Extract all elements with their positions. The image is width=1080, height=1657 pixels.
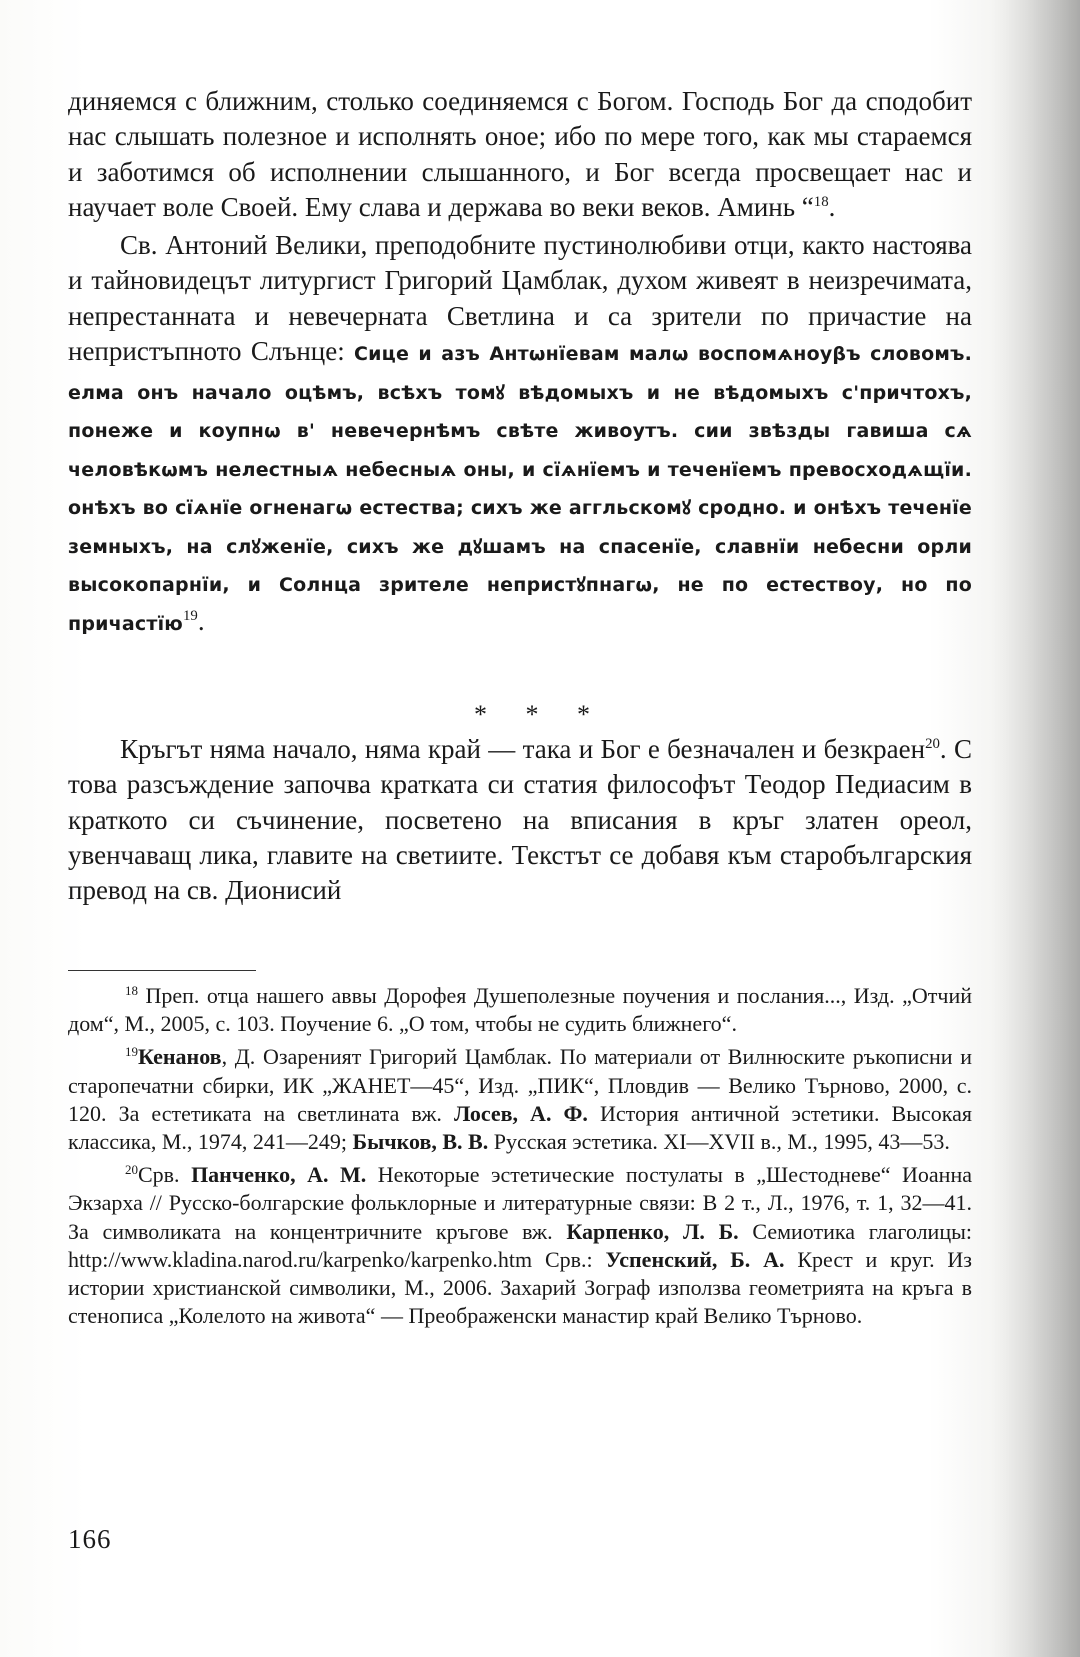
footnote-number: 20: [125, 1162, 138, 1178]
section-separator: * * *: [474, 700, 606, 729]
footnotes: [68, 982, 972, 1330]
paragraph-antony: Св. Антоний Велики, преподобните пустинолюбиви отци, както настоява и тайновидецът литургист Григорий Цамблак, духом живеят в неизречимата, непрестанната и невечерната Светлина и са зрители по причастие на непристъпното Слънце: Сице и азъ Антωнїевам малω воспомѧноуβъ словомъ. елма онъ начало оцѣмъ, всѣхъ томꙋ вѣдомыхъ и не вѣдомыхъ с'причтохъ, понеже и коупнω в' невечернѣмъ свѣте живоутъ. сии звѣзды гавиша сѧ человѣкωмъ нелестныѧ небесныѧ оны, и сїѧнїемъ и теченїемъ превосходѧщїи. онѣхъ во сїѧнїе огненагω естества; сихъ же аггльскомꙋ сродно. и онѣхъ теченїе земныхъ, на слꙋженїе, сихъ же дꙋшамъ на спасенїе, славнїи небесни орли высокопарнїи, и Солнца зрителе непристꙋпнагω, не по естествоу, но по причастїю$^{19}$.: [68, 230, 973, 636]
footnote-separator-rule: [68, 970, 256, 971]
footnote-18: $^{18}$ Преп. отца нашего аввы Дорофея Душеполезные поучения и послания..., Изд. „Отчий дом“, М., 2005, с. 103. Поучение 6. „О том, чтобы не судить ближнего“.: [68, 983, 972, 1037]
footnote-ref-18[interactable]: 18: [813, 193, 829, 210]
author-name: Бычков, В. В.: [352, 1129, 489, 1155]
footnote-number: 19: [125, 1044, 138, 1060]
author-name: Успенский, Б. А.: [605, 1246, 785, 1272]
main-text-lower: [68, 732, 972, 908]
author-name: Карпенко, Л. Б.: [566, 1218, 739, 1244]
footnote-ref-20[interactable]: 20: [925, 736, 940, 752]
author-name: Панченко, А. М.: [191, 1162, 367, 1188]
footnote-19: $^{19}$Кенанов, Д. Озареният Григорий Цамблак. По материали от Вилнюските ръкописни и старопечатни сбирки, ИК „ЖАНЕТ—45“, Изд. „ПИК“, Пловдив — Велико Търново, 2000, с. 120. За естетиката на светлината вж. Лосев, А. Ф. История античной эстетики. Высокая классика, М., 1974, 241—249; Бычков, В. В. Русская эстетика. XI—XVII в., М., 1995, 43—53.: [68, 1044, 972, 1155]
main-text-upper: [68, 84, 972, 642]
author-name: Лосев, А. Ф.: [453, 1100, 588, 1126]
footnote-number: 18: [125, 983, 138, 998]
footnote-20: $^{20}$Срв. Панченко, А. М. Некоторые эстетические постулаты в „Шестодневе“ Иоанна Экзарха // Русско-болгарские фольклорные и литературные связи: В 2 т., Л., 1976, т. 1, 32—41. За символиката на концентричните кръгове вж. Карпенко, Л. Б. Семиотика глаголицы: http://www.kladina.narod.ru/karpenko/karpenko.htm Срв.: Успенский, Б. А. Крест и круг. Из истории христианской символики, М., 2006. Захарий Зограф използва геометрията на кръга в стенописа „Колелото на живота“ — Преображенски манастир край Велико Търново.: [68, 1162, 972, 1329]
spine-shadow: [990, 0, 1080, 1657]
old-slavonic-quote: Сице и азъ Антωнїевам малω воспомѧноуβъ словомъ. елма онъ начало оцѣмъ, всѣхъ томꙋ вѣдомыхъ и не вѣдомыхъ с'причтохъ, понеже и коупнω в' невечернѣмъ свѣте живоутъ. сии звѣзды гавиша сѧ человѣкωмъ нелестныѧ небесныѧ оны, и сїѧнїемъ и теченїемъ превосходѧщїи. онѣхъ во сїѧнїе огненагω естества; сихъ же аггльскомꙋ сродно. и онѣхъ теченїе земныхъ, на слꙋженїе, сихъ же дꙋшамъ на спасенїе, славнїи небесни орли высокопарнїи, и Солнца зрителе непристꙋпнагω, не по естествоу, но по причастїю: [68, 343, 973, 635]
paragraph-circle: Кръгът няма начало, няма край — така и Бог е безначален и безкраен$^{20}$. С това разсъждение започва кратката си статия философът Теодор Педиасим в краткото си съчинение, посветено на вписания в кръг златен ореол, увенчаващ лика, главите на светиите. Текстът се добавя към старобългарския превод на св. Дионисий: [68, 734, 972, 906]
page-number: 166: [68, 1524, 112, 1554]
paragraph-continuation: диняемся с ближним, столько соединяемся с Богом. Господь Бог да сподобит нас слышать полезное и исполнять оное; ибо по мере того, как мы стараемся и заботимся об исполнении слышанного, и Бог всегда просвещает нас и научает воле Своей. Ему слава и держава во веки веков. Аминь “$^{18}$.: [68, 86, 972, 222]
author-name: Кенанов: [138, 1044, 222, 1070]
footnote-ref-19[interactable]: 19: [182, 607, 198, 624]
